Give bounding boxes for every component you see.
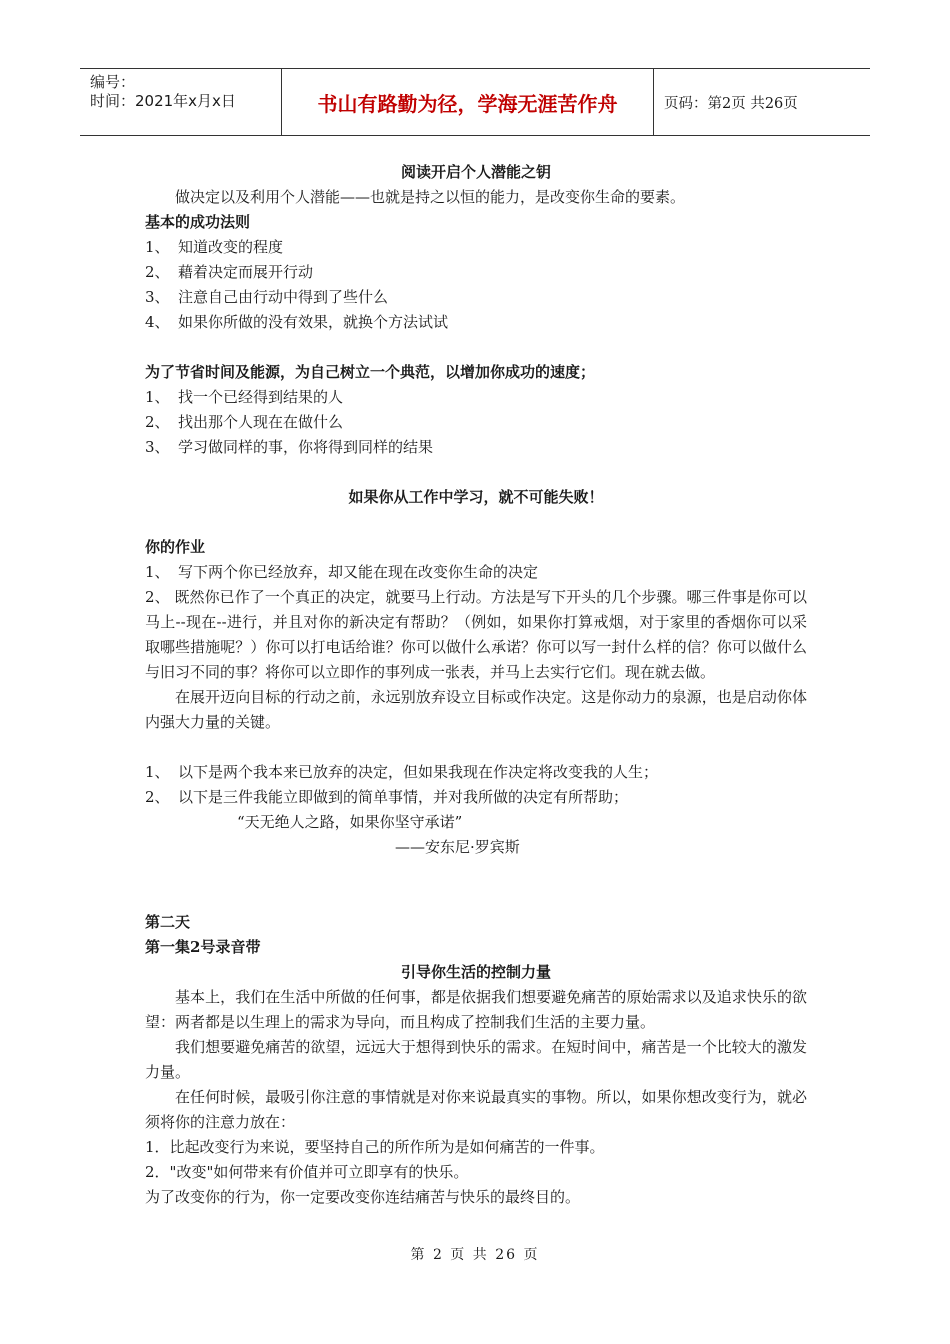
document-body: [145, 160, 807, 1210]
list-item: 1、 知道改变的程度: [145, 238, 284, 256]
closing-line: 为了改变你的行为，你一定要改变你连结痛苦与快乐的最终目的。: [145, 1188, 581, 1206]
day2-title: 引导你生活的控制力量: [400, 963, 551, 981]
homework-paragraph: 在展开迈向目标的行动之前，永远别放弃设立目标或作决定。这是你动力的泉源，也是启动你体内强大力量的关键。: [145, 688, 807, 731]
intro-paragraph: 做决定以及利用个人潜能——也就是持之以恒的能力，是改变你生命的要素。: [175, 188, 686, 206]
paragraph: 我们想要避免痛苦的欲望，远远大于想得到快乐的需求。在短时间中，痛苦是一个比较大的激发力量。: [145, 1038, 807, 1081]
quote-author: ——安东尼·罗宾斯: [395, 838, 520, 856]
header-meta: [80, 69, 282, 135]
model-steps-list: [145, 385, 807, 460]
list-item: 2、 藉着决定而展开行动: [145, 263, 314, 281]
page-footer: 第 2 页 共 26 页: [410, 1247, 540, 1263]
section-title: 阅读开启个人潜能之钥: [400, 163, 551, 181]
homework-item: 2、 既然你已作了一个真正的决定，就要马上行动。方法是写下开头的几个步骤。哪三件事是你可以马上--现在--进行，并且对你的新决定有帮助？（例如，如果你打算戒烟，对于家里的香烟你可以采取哪些措施呢？）你可以打电话给谁？你可以做什么承诺？你可以写一封什么样的信？你可以做什么与旧习不同的事？将你可以立即作的事列成一张表，并马上去实行它们。现在就去做。: [145, 588, 807, 681]
homework-item: 1、 写下两个你已经放弃，却又能在现在改变你生命的决定: [145, 563, 539, 581]
day-heading: 第二天: [145, 913, 191, 931]
answer-item: 2、 以下是三件我能立即做到的简单事情，并对我所做的决定有所帮助；: [145, 788, 629, 806]
header-page-info: 页码：第2页 共26页: [664, 95, 798, 112]
homework-heading: 你的作业: [145, 538, 206, 556]
slogan: 如果你从工作中学习，就不可能失败！: [348, 488, 604, 506]
time-label: 时间：2021年x月x日: [90, 92, 236, 110]
paragraph: 在任何时候，最吸引你注意的事情就是对你来说最真实的事物。所以，如果你想改变行为，就必须将你的注意力放在：: [145, 1088, 807, 1131]
list-item: 3、 学习做同样的事，你将得到同样的结果: [145, 438, 434, 456]
answer-item: 1、 以下是两个我本来已放弃的决定，但如果我现在作决定将改变我的人生；: [145, 763, 659, 781]
quote: “天无绝人之路，如果你坚守承诺”: [237, 813, 463, 831]
header-table: [80, 68, 870, 136]
header-motto: 书山有路勤为径，学海无涯苦作舟: [282, 69, 654, 135]
episode-heading: 第一集2号录音带: [145, 938, 261, 956]
paragraph: 基本上，我们在生活中所做的任何事，都是依据我们想要避免痛苦的原始需求以及追求快乐的欲望：两者都是以生理上的需求为导向，而且构成了控制我们生活的主要力量。: [145, 988, 807, 1031]
number-label: 编号：: [90, 73, 136, 91]
list-item: 4、 如果你所做的没有效果，就换个方法试试: [145, 313, 449, 331]
list-item: 1、 找一个已经得到结果的人: [145, 388, 344, 406]
rules-heading: 基本的成功法则: [145, 213, 251, 231]
list-item: 2、 找出那个人现在在做什么: [145, 413, 344, 431]
list-item: 3、 注意自己由行动中得到了些什么: [145, 288, 389, 306]
point-item: 2．"改变"如何带来有价值并可立即享有的快乐。: [145, 1163, 469, 1181]
rules-list: [145, 235, 807, 335]
point-item: 1．比起改变行为来说，要坚持自己的所作所为是如何痛苦的一件事。: [145, 1138, 605, 1156]
model-heading: 为了节省时间及能源，为自己树立一个典范，以增加你成功的速度；: [145, 363, 596, 381]
